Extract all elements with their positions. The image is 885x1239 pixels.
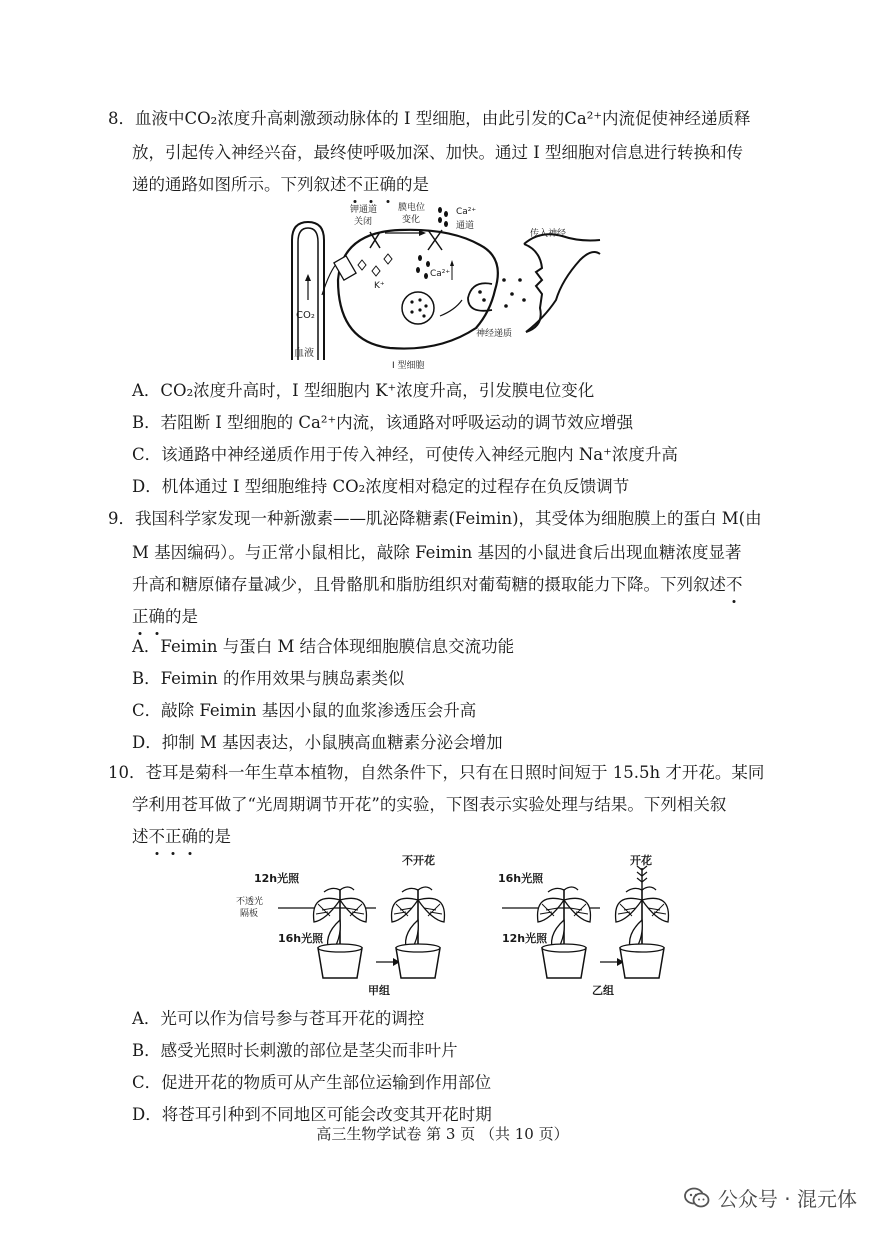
q10-option-d: D．将苍耳引种到不同地区可能会改变其开花时期 — [132, 1105, 492, 1124]
groupB-top-label: 16h光照 — [498, 872, 544, 885]
k-channel-label1: 钾通道 — [350, 205, 378, 215]
emphasis-char: 不 — [726, 575, 743, 594]
groupB-result: 开花 — [630, 854, 652, 867]
q9-option-c: C．敲除 Feimin 基因小鼠的血浆渗透压会升高 — [132, 701, 477, 720]
page-footer: 高三生物学试卷 第 3 页 （共 10 页） — [316, 1125, 569, 1143]
q8-figure — [280, 200, 610, 372]
partition-label1: 不透光 — [236, 897, 264, 907]
pot-a-before — [318, 944, 362, 978]
membrane-label2: 变化 — [402, 215, 421, 225]
emphasis-char: 确 — [181, 827, 198, 846]
k-channel-label2: 关闭 — [354, 217, 373, 227]
afferent-nerve — [524, 244, 542, 332]
q8-stem-line2: 放，引起传入神经兴奋，最终使呼吸加深、加快。通过 I 型细胞对信息进行转换和传 — [132, 143, 744, 162]
vesicle — [402, 292, 434, 324]
groupA-bottom-label: 16h光照 — [278, 932, 324, 945]
q9-option-b: B．Feimin 的作用效果与胰岛素类似 — [132, 669, 405, 688]
q8-option-a: A．CO₂浓度升高时，I 型细胞内 K⁺浓度升高，引发膜电位变化 — [132, 381, 595, 400]
q10-figure — [236, 852, 696, 1000]
q10-stem-line1: 10．苍耳是菊科一年生草本植物，自然条件下，只有在日照时间短于 15.5h 才开花。某同 — [108, 763, 765, 782]
emphasis-char: 正 — [363, 175, 380, 194]
groupA-top-label: 12h光照 — [254, 872, 300, 885]
q9-option-a: A．Feimin 与蛋白 M 结合体现细胞膜信息交流功能 — [132, 637, 515, 656]
q9-stem-pre: 升高和糖原储存量减少，且骨骼肌和脂肪组织对葡萄糖的摄取能力下降。下列叙述 — [132, 575, 726, 594]
groupA-result: 不开花 — [402, 854, 435, 867]
q8-stem-line3 — [132, 174, 429, 196]
q9-stem-post: 的是 — [165, 607, 198, 626]
wechat-icon — [684, 1187, 710, 1209]
q8-option-d: D．机体通过 I 型细胞维持 CO₂浓度相对稳定的过程存在负反馈调节 — [132, 477, 630, 496]
groupA-name: 甲组 — [368, 984, 390, 997]
membrane-label1: 膜电位 — [398, 203, 426, 213]
emphasis-char: 正 — [165, 827, 182, 846]
emphasis-char: 不 — [346, 175, 363, 194]
ca-channel-label: 通道 — [456, 221, 475, 231]
flower-icon — [637, 866, 647, 890]
k-ion-label: K⁺ — [374, 281, 385, 291]
cell-label: I 型细胞 — [392, 361, 425, 371]
q9-stem-line3 — [132, 574, 743, 596]
pot-b-after — [620, 944, 664, 978]
pot-a-after — [396, 944, 440, 978]
watermark-text: 公众号 · 混元体 — [717, 1187, 857, 1211]
q10-stem-pre: 述 — [132, 827, 149, 846]
type1-cell — [338, 230, 498, 349]
pot-b-before — [542, 944, 586, 978]
q8-stem-post: 的是 — [396, 175, 429, 194]
groupB-name: 乙组 — [592, 984, 614, 997]
ca-channel-ion: Ca²⁺ — [456, 207, 477, 217]
q9-option-d: D．抑制 M 基因表达，小鼠胰高血糖素分泌会增加 — [132, 733, 503, 752]
q9-stem-line1: 9．我国科学家发现一种新激素——肌泌降糖素(Feimin)，其受体为细胞膜上的蛋白 M(由 — [108, 509, 762, 528]
ca-inside-label: Ca²⁺ — [430, 269, 451, 279]
q10-stem-line3 — [132, 826, 231, 848]
emphasis-char: 确 — [148, 607, 165, 626]
transmitter-label: 神经递质 — [476, 329, 513, 339]
q10-option-c: C．促进开花的物质可从产生部位运输到作用部位 — [132, 1073, 492, 1092]
q8-option-c: C．该通路中神经递质作用于传入神经，可使传入神经元胞内 Na⁺浓度升高 — [132, 445, 678, 464]
blood-label: 血液 — [294, 348, 314, 359]
q10-stem-post: 的是 — [198, 827, 231, 846]
emphasis-char: 确 — [379, 175, 396, 194]
q8-stem-pre: 递的通路如图所示。下列叙述 — [132, 175, 347, 194]
q8-option-b: B．若阻断 I 型细胞的 Ca²⁺内流，该通路对呼吸运动的调节效应增强 — [132, 413, 634, 432]
q8-stem-line1: 8．血液中CO₂浓度升高刺激颈动脉体的 I 型细胞，由此引发的Ca²⁺内流促使神经递质释 — [108, 109, 751, 128]
groupB-bottom-label: 12h光照 — [502, 932, 548, 945]
q10-option-b: B．感受光照时长刺激的部位是茎尖而非叶片 — [132, 1041, 458, 1060]
co2-label: CO₂ — [296, 310, 315, 321]
partition-label2: 隔板 — [240, 909, 259, 919]
afferent-label: 传入神经 — [530, 229, 567, 239]
q9-stem-line2: M 基因编码）。与正常小鼠相比，敲除 Feimin 基因的小鼠进食后出现血糖浓度显著 — [132, 543, 742, 562]
q10-option-a: A．光可以作为信号参与苍耳开花的调控 — [132, 1009, 425, 1028]
emphasis-char: 不 — [148, 827, 165, 846]
q10-stem-line2: 学利用苍耳做了“光周期调节开花”的实验，下图表示实验处理与结果。下列相关叙 — [132, 795, 727, 814]
q9-stem-line4 — [132, 606, 198, 628]
watermark — [684, 1183, 857, 1212]
emphasis-char: 正 — [132, 607, 149, 626]
